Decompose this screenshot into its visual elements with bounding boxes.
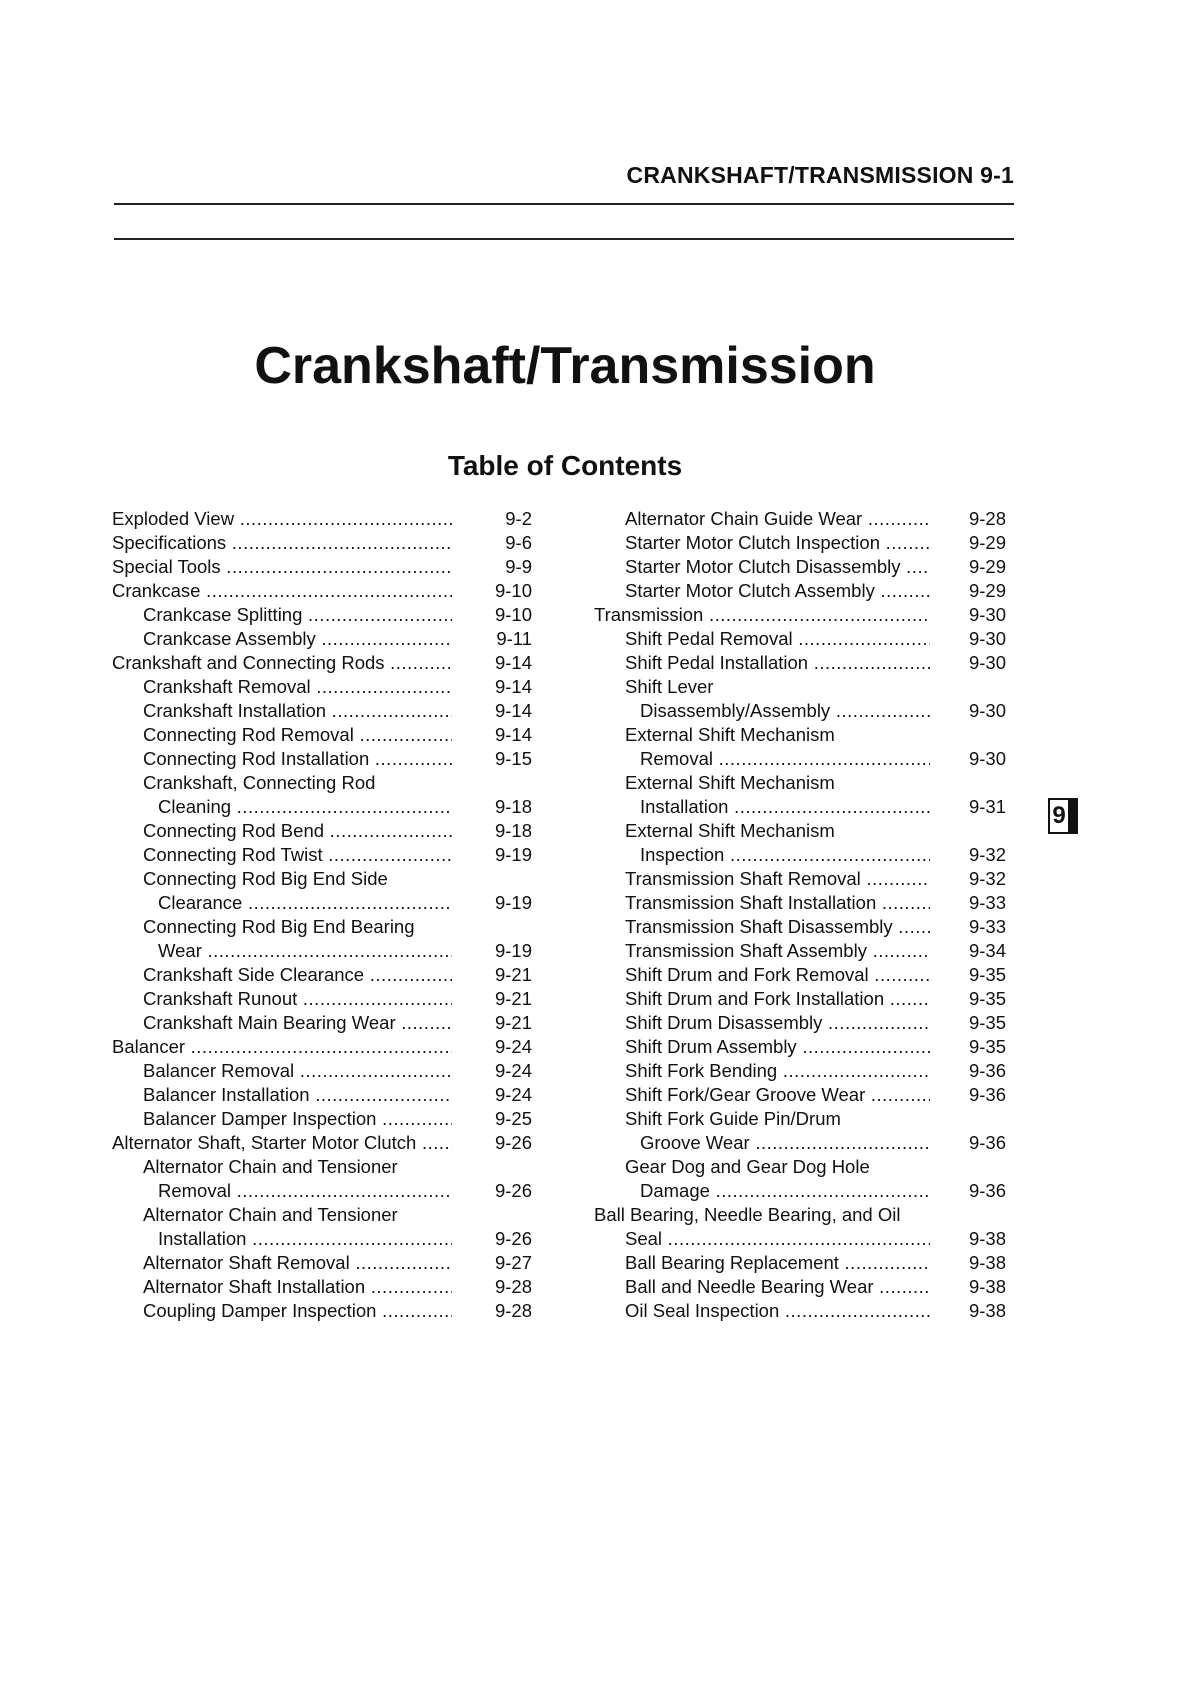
toc-entry (112, 1059, 532, 1083)
toc-entry (594, 1131, 1014, 1155)
toc-entry-title: Shift Fork Bending ..... (625, 1059, 930, 1083)
toc-entry-page: 9-26 (494, 1180, 532, 1201)
toc-entry-title: Connecting Rod Twist ..... (143, 843, 452, 867)
toc-entry-page: 9-18 (494, 820, 532, 841)
toc-entry (112, 1131, 532, 1155)
toc-entry (594, 987, 1014, 1011)
toc-entry (594, 627, 1014, 651)
toc-entry-title: Alternator Chain Guide Wear ..... (625, 507, 930, 531)
toc-entry (594, 651, 1014, 675)
toc-entry (594, 1059, 1014, 1083)
toc-entry-title: Cleaning ..... (158, 795, 452, 819)
toc-entry (112, 723, 532, 747)
toc-entry-title: Starter Motor Clutch Disassembly ..... (625, 555, 930, 579)
toc-entry (112, 819, 532, 843)
toc-entry (112, 555, 532, 579)
chapter-tab-number: 9 (1052, 802, 1066, 829)
toc-entry (112, 1203, 532, 1227)
toc-entry (594, 963, 1014, 987)
toc-entry-title: Alternator Chain and Tensioner (143, 1204, 398, 1225)
toc-entry-page: 9-29 (968, 556, 1006, 577)
toc-entry-title: Shift Drum and Fork Installation ..... (625, 987, 930, 1011)
toc-entry-title: Specifications ..... (112, 531, 452, 555)
toc-entry-page: 9-14 (494, 700, 532, 721)
toc-entry-title: Crankshaft Main Bearing Wear ..... (143, 1011, 452, 1035)
toc-entry (112, 867, 532, 891)
toc-entry-page: 9-32 (968, 868, 1006, 889)
toc-entry (112, 675, 532, 699)
toc-entry-page: 9-11 (496, 628, 532, 649)
toc-entry-page: 9-9 (505, 556, 532, 577)
toc-entry-page: 9-15 (494, 748, 532, 769)
toc-entry-page: 9-19 (494, 940, 532, 961)
toc-entry-title: Removal ..... (158, 1179, 452, 1203)
toc-entry (594, 579, 1014, 603)
toc-entry-page: 9-32 (968, 844, 1006, 865)
toc-entry-title: Balancer Installation ..... (143, 1083, 452, 1107)
toc-entry-page: 9-33 (968, 916, 1006, 937)
toc-entry (594, 915, 1014, 939)
toc-entry-title: External Shift Mechanism (625, 772, 835, 793)
toc-entry-title: Crankshaft and Connecting Rods ..... (112, 651, 452, 675)
toc-entry-title: Connecting Rod Bend ..... (143, 819, 452, 843)
toc-entry-title: Balancer Damper Inspection ..... (143, 1107, 452, 1131)
toc-entry (594, 867, 1014, 891)
toc-entry (112, 771, 532, 795)
toc-entry-title: Starter Motor Clutch Assembly ..... (625, 579, 930, 603)
toc-entry-title: Alternator Chain and Tensioner (143, 1156, 398, 1177)
toc-entry-title: Crankshaft, Connecting Rod (143, 772, 376, 793)
toc-entry (112, 1155, 532, 1179)
toc-entry-page: 9-36 (968, 1084, 1006, 1105)
header-rule-top (114, 203, 1014, 205)
toc-entry-title: Connecting Rod Big End Bearing (143, 916, 415, 937)
toc-entry-page: 9-10 (494, 604, 532, 625)
toc-entry-title: Shift Lever (625, 676, 714, 697)
toc-entry (594, 1011, 1014, 1035)
toc-entry-page: 9-36 (968, 1060, 1006, 1081)
toc-entry (594, 723, 1014, 747)
chapter-tab-bar (1068, 800, 1076, 832)
toc-entry-title: Coupling Damper Inspection ..... (143, 1299, 452, 1323)
toc-entry-title: Groove Wear ..... (640, 1131, 930, 1155)
toc-entry (594, 843, 1014, 867)
toc-entry (594, 603, 1014, 627)
toc-entry-page: 9-29 (968, 580, 1006, 601)
toc-entry-title: Starter Motor Clutch Inspection ..... (625, 531, 930, 555)
toc-entry-page: 9-30 (968, 700, 1006, 721)
toc-entry-title: Crankcase ..... (112, 579, 452, 603)
toc-entry (594, 1227, 1014, 1251)
toc-entry-title: Connecting Rod Removal ..... (143, 723, 452, 747)
toc-entry-page: 9-27 (494, 1252, 532, 1273)
toc-entry (112, 1035, 532, 1059)
toc-entry (594, 531, 1014, 555)
toc-entry-page: 9-35 (968, 964, 1006, 985)
toc-entry-title: Crankcase Splitting ..... (143, 603, 452, 627)
toc-entry-title: Removal ..... (640, 747, 930, 771)
toc-entry-title: Exploded View ..... (112, 507, 452, 531)
chapter-title: Crankshaft/Transmission (254, 337, 876, 395)
toc-entry-page: 9-2 (505, 508, 532, 529)
toc-entry-page: 9-38 (968, 1228, 1006, 1249)
toc-entry-page: 9-29 (968, 532, 1006, 553)
toc-entry-page: 9-21 (494, 964, 532, 985)
toc-entry-page: 9-26 (494, 1132, 532, 1153)
toc-entry-title: Alternator Shaft, Starter Motor Clutch ..... (112, 1131, 452, 1155)
toc-entry (112, 1011, 532, 1035)
toc-entry (112, 987, 532, 1011)
toc-entry (594, 1035, 1014, 1059)
toc-entry-title: Crankshaft Removal ..... (143, 675, 452, 699)
toc-entry-title: Ball Bearing, Needle Bearing, and Oil (594, 1204, 901, 1225)
toc-entry-title: Disassembly/Assembly ..... (640, 699, 930, 723)
toc-entry-page: 9-21 (494, 988, 532, 1009)
toc-entry (594, 1299, 1014, 1323)
toc-entry-page: 9-24 (494, 1036, 532, 1057)
toc-entry (112, 699, 532, 723)
toc-entry-title: Ball Bearing Replacement ..... (625, 1251, 930, 1275)
toc-entry-page: 9-28 (494, 1300, 532, 1321)
toc-entry-page: 9-36 (968, 1132, 1006, 1153)
toc-entry-page: 9-38 (968, 1276, 1006, 1297)
toc-entry (112, 1251, 532, 1275)
toc-entry-page: 9-38 (968, 1300, 1006, 1321)
toc-entry-title: Alternator Shaft Removal ..... (143, 1251, 452, 1275)
toc-entry-title: Damage ..... (640, 1179, 930, 1203)
toc-entry (594, 555, 1014, 579)
toc-entry-title: Alternator Shaft Installation ..... (143, 1275, 452, 1299)
toc-entry-page: 9-24 (494, 1084, 532, 1105)
toc-entry-title: Crankcase Assembly ..... (143, 627, 452, 651)
toc-entry (112, 843, 532, 867)
toc-entry (112, 747, 532, 771)
toc-entry-page: 9-14 (494, 676, 532, 697)
running-header: CRANKSHAFT/TRANSMISSION 9-1 (626, 162, 1014, 188)
toc-entry-page: 9-21 (494, 1012, 532, 1033)
toc-entry-title: Special Tools ..... (112, 555, 452, 579)
toc-entry-title: Ball and Needle Bearing Wear ..... (625, 1275, 930, 1299)
toc-entry-title: Crankshaft Installation ..... (143, 699, 452, 723)
toc-entry-title: Balancer ..... (112, 1035, 452, 1059)
toc-entry-title: Shift Fork Guide Pin/Drum (625, 1108, 841, 1129)
toc-entry (594, 771, 1014, 795)
toc-entry-title: Clearance ..... (158, 891, 452, 915)
header-rule-bottom (114, 238, 1014, 240)
toc-entry-title: Installation ..... (158, 1227, 452, 1251)
toc-entry-page: 9-10 (494, 580, 532, 601)
toc-entry-title: Shift Pedal Removal ..... (625, 627, 930, 651)
toc-entry-page: 9-38 (968, 1252, 1006, 1273)
toc-entry (112, 1227, 532, 1251)
toc-entry-title: Seal ..... (625, 1227, 930, 1251)
toc-entry-page: 9-14 (494, 652, 532, 673)
toc-entry (112, 1299, 532, 1323)
toc-entry (594, 795, 1014, 819)
toc-entry (594, 1251, 1014, 1275)
toc-entry (594, 891, 1014, 915)
toc-entry (594, 1203, 1014, 1227)
toc-entry-title: Installation ..... (640, 795, 930, 819)
toc-entry (594, 819, 1014, 843)
toc-entry-title: Transmission Shaft Removal ..... (625, 867, 930, 891)
toc-entry-page: 9-30 (968, 628, 1006, 649)
toc-entry-page: 9-6 (505, 532, 532, 553)
toc-entry (112, 795, 532, 819)
toc-entry-page: 9-33 (968, 892, 1006, 913)
toc-entry (112, 603, 532, 627)
toc-column-left (112, 507, 532, 1323)
toc-entry-title: Gear Dog and Gear Dog Hole (625, 1156, 870, 1177)
toc-entry (112, 963, 532, 987)
toc-entry (594, 1083, 1014, 1107)
toc-column-right (594, 507, 1014, 1323)
toc-entry-title: Shift Drum Disassembly ..... (625, 1011, 930, 1035)
toc-entry (112, 1083, 532, 1107)
toc-entry-title: Transmission Shaft Disassembly ..... (625, 915, 930, 939)
toc-entry (594, 507, 1014, 531)
toc-entry (594, 675, 1014, 699)
toc-entry-page: 9-28 (494, 1276, 532, 1297)
toc-heading: Table of Contents (447, 450, 683, 481)
toc-entry-title: Connecting Rod Installation ..... (143, 747, 452, 771)
toc-entry-page: 9-28 (968, 508, 1006, 529)
toc-entry-page: 9-14 (494, 724, 532, 745)
toc-entry-page: 9-35 (968, 988, 1006, 1009)
toc-entry-title: Balancer Removal ..... (143, 1059, 452, 1083)
toc-entry (112, 627, 532, 651)
toc-entry (112, 531, 532, 555)
toc-entry (594, 747, 1014, 771)
toc-entry-page: 9-24 (494, 1060, 532, 1081)
toc-entry-title: Transmission Shaft Assembly ..... (625, 939, 930, 963)
toc-entry (594, 1107, 1014, 1131)
toc-entry-page: 9-26 (494, 1228, 532, 1249)
toc-entry-page: 9-31 (968, 796, 1006, 817)
toc-entry-page: 9-35 (968, 1012, 1006, 1033)
toc-entry-page: 9-30 (968, 748, 1006, 769)
toc-entry-title: Connecting Rod Big End Side (143, 868, 388, 889)
toc-entry-page: 9-30 (968, 652, 1006, 673)
toc-entry-title: Shift Fork/Gear Groove Wear ..... (625, 1083, 930, 1107)
toc-entry-title: Wear ..... (158, 939, 452, 963)
toc-entry (594, 1275, 1014, 1299)
toc-entry (112, 579, 532, 603)
toc-entry-title: Transmission Shaft Installation ..... (625, 891, 930, 915)
toc-entry-title: Shift Drum Assembly ..... (625, 1035, 930, 1059)
toc-entry-title: Crankshaft Runout ..... (143, 987, 452, 1011)
toc-entry-title: Shift Drum and Fork Removal ..... (625, 963, 930, 987)
toc-entry-page: 9-18 (494, 796, 532, 817)
toc-entry-title: External Shift Mechanism (625, 724, 835, 745)
toc-entry-page: 9-30 (968, 604, 1006, 625)
toc-entry-title: Transmission ..... (594, 603, 930, 627)
toc-entry (594, 699, 1014, 723)
toc-entry-title: Oil Seal Inspection ..... (625, 1299, 930, 1323)
toc-entry-page: 9-34 (968, 940, 1006, 961)
chapter-tab-marker (1048, 798, 1078, 834)
toc-entry (112, 507, 532, 531)
toc-entry-title: External Shift Mechanism (625, 820, 835, 841)
toc-entry (112, 891, 532, 915)
toc-entry (112, 651, 532, 675)
toc-entry (112, 1107, 532, 1131)
toc-entry (594, 1155, 1014, 1179)
toc-entry (112, 1275, 532, 1299)
toc-entry-page: 9-35 (968, 1036, 1006, 1057)
toc-entry (594, 939, 1014, 963)
toc-entry (112, 915, 532, 939)
toc-entry (594, 1179, 1014, 1203)
toc-entry-title: Crankshaft Side Clearance ..... (143, 963, 452, 987)
toc-entry-page: 9-19 (494, 892, 532, 913)
toc-entry (112, 1179, 532, 1203)
toc-entry-title: Inspection ..... (640, 843, 930, 867)
toc-entry-page: 9-19 (494, 844, 532, 865)
toc-entry-page: 9-36 (968, 1180, 1006, 1201)
toc-entry-page: 9-25 (494, 1108, 532, 1129)
toc-entry-title: Shift Pedal Installation ..... (625, 651, 930, 675)
toc-entry (112, 939, 532, 963)
